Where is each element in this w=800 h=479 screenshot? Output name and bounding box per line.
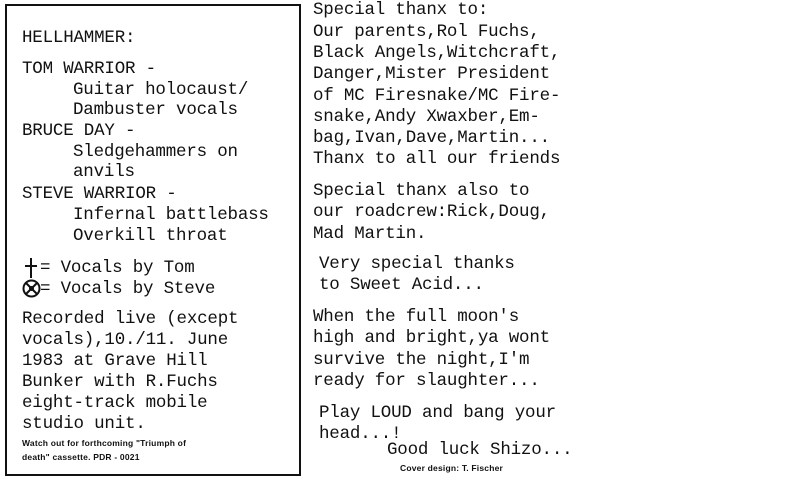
member-name: BRUCE DAY - xyxy=(22,121,136,141)
lyric-line: ready for slaughter... xyxy=(313,371,540,391)
thanks-line: Danger,Mister President xyxy=(313,64,550,84)
crew-line: our roadcrew:Rick,Doug, xyxy=(313,202,550,222)
member-role: Guitar holocaust/ xyxy=(73,80,249,100)
member-role: Infernal battlebass xyxy=(73,205,269,225)
crew-line: Special thanx also to xyxy=(313,181,530,201)
legend-tom: = Vocals by Tom xyxy=(40,258,195,278)
thanks-line: Special thanx to: xyxy=(313,0,489,20)
play-line: Play LOUD and bang your xyxy=(319,403,556,423)
lyric-line: high and bright,ya wont xyxy=(313,328,550,348)
acid-line: to Sweet Acid... xyxy=(319,275,484,295)
thanks-line: bag,Ivan,Dave,Martin... xyxy=(313,128,550,148)
recording-line: vocals),10./11. June xyxy=(22,330,229,350)
thanks-line: of MC Firesnake/MC Fire- xyxy=(313,86,561,106)
legend-steve: = Vocals by Steve xyxy=(40,279,216,299)
band-name: HELLHAMMER: xyxy=(22,28,136,48)
thanks-line: snake,Andy Xwaxber,Em- xyxy=(313,107,540,127)
thanks-line: Black Angels,Witchcraft, xyxy=(313,43,561,63)
crew-line: Mad Martin. xyxy=(313,224,427,244)
wheel-symbol-icon xyxy=(22,279,41,298)
member-role: Dambuster vocals xyxy=(73,100,238,120)
recording-line: studio unit. xyxy=(22,414,146,434)
thanks-line: Our parents,Rol Fuchs, xyxy=(313,22,540,42)
acid-line: Very special thanks xyxy=(319,254,515,274)
recording-line: Bunker with R.Fuchs xyxy=(22,372,218,392)
notice-line: Watch out for forthcoming "Triumph of xyxy=(22,438,187,448)
good-luck-line: Good luck Shizo... xyxy=(387,440,573,460)
play-line: head...! xyxy=(319,424,402,444)
member-role: Sledgehammers on xyxy=(73,142,238,162)
lyric-line: survive the night,I'm xyxy=(313,350,530,370)
recording-line: Recorded live (except xyxy=(22,309,239,329)
thanks-line: Thanx to all our friends xyxy=(313,149,561,169)
recording-line: eight-track mobile xyxy=(22,393,208,413)
member-role: anvils xyxy=(73,162,135,182)
dagger-cross-icon xyxy=(22,257,40,279)
notice-line: death" cassette. PDR - 0021 xyxy=(22,452,140,462)
member-name: STEVE WARRIOR - xyxy=(22,184,177,204)
recording-line: 1983 at Grave Hill xyxy=(22,351,208,371)
member-name: TOM WARRIOR - xyxy=(22,59,156,79)
member-role: Overkill throat xyxy=(73,226,228,246)
lyric-line: When the full moon's xyxy=(313,307,520,327)
cover-credit: Cover design: T. Fischer xyxy=(400,463,504,473)
